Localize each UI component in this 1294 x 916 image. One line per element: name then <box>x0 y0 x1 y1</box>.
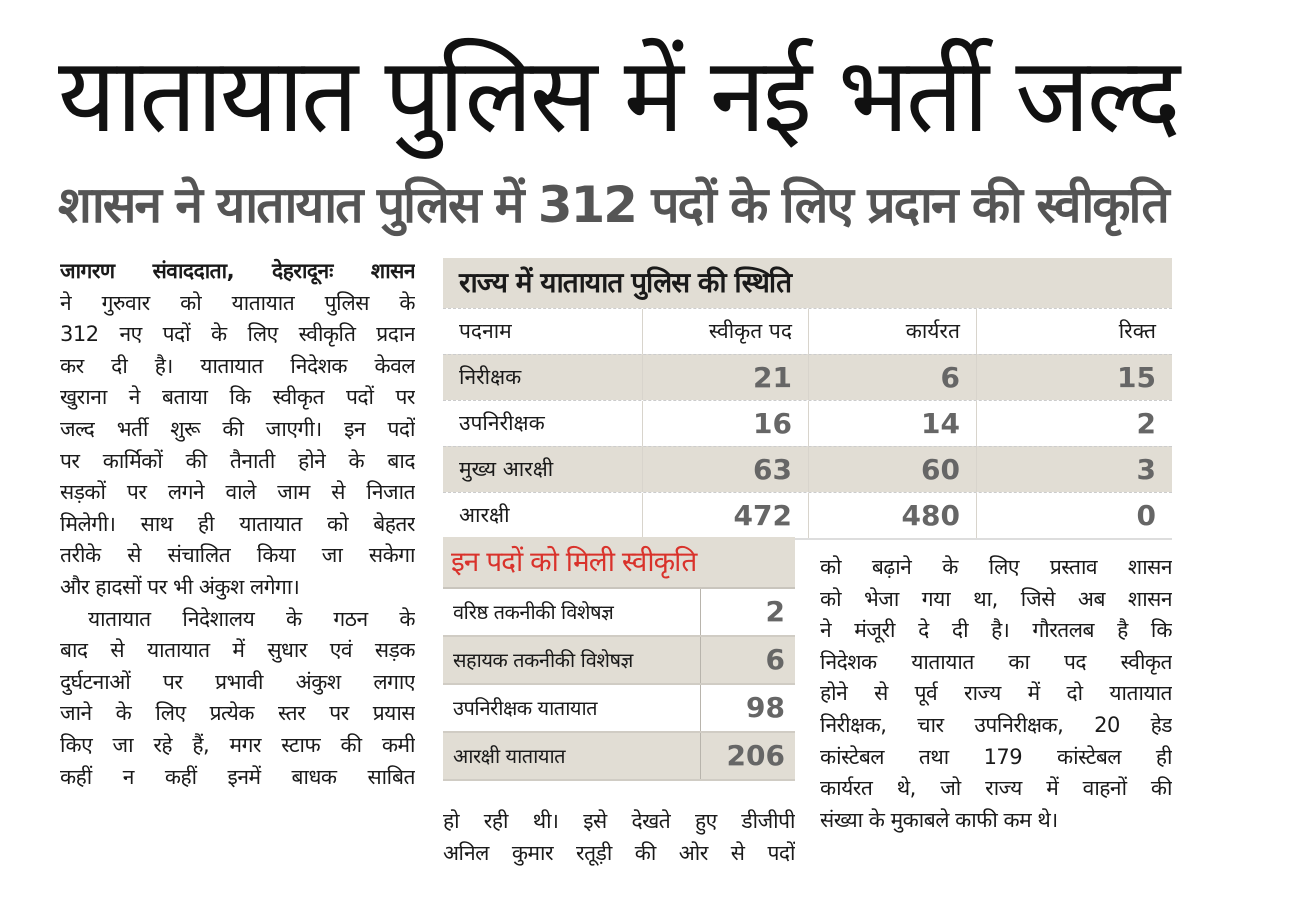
sanctioned-count: 63 <box>643 447 809 492</box>
text-line: बाद से यातायात में सुधार एवं सड़क <box>60 638 415 663</box>
text-line: कांस्टेबल तथा 179 कांस्टेबल ही <box>820 744 1172 769</box>
text-line: जागरण संवाददाता, देहरादूनः शासन <box>60 259 415 283</box>
headline: यातायात पुलिस में नई भर्ती जल्द <box>58 34 1178 156</box>
middle-column <box>443 806 795 869</box>
text-line: दुर्घटनाओं पर प्रभावी अंकुश लगाए <box>60 669 415 694</box>
table-row <box>443 637 795 685</box>
subheadline: शासन ने यातायात पुलिस में 312 पदों के लिए प्रदान की स्वीकृति <box>58 176 1168 234</box>
text-line: सड़कों पर लगने वाले जाम से निजात <box>60 480 415 505</box>
text-line: तरीके से संचालित किया जा सकेगा <box>60 543 415 568</box>
working-count: 480 <box>809 493 977 538</box>
post-name: मुख्य आरक्षी <box>443 447 643 492</box>
table-row <box>443 400 1172 446</box>
working-count: 14 <box>809 401 977 446</box>
table-row <box>443 354 1172 400</box>
text-line: निरीक्षक, चार उपनिरीक्षक, 20 हेड <box>820 712 1172 737</box>
vacant-count: 3 <box>1136 453 1156 486</box>
text-line: संख्या के मुकाबले काफी कम थे। <box>820 807 1058 832</box>
working-count: 60 <box>809 447 977 492</box>
table-row <box>443 446 1172 492</box>
text-line: जाने के लिए प्रत्येक स्तर पर प्रयास <box>60 701 415 726</box>
approved-count: 206 <box>726 739 785 772</box>
table-header-row <box>443 308 1172 354</box>
sanctioned-count: 16 <box>643 401 809 446</box>
column-header: रिक्त <box>1118 319 1156 343</box>
text-line: को बढ़ाने के लिए प्रस्ताव शासन <box>820 555 1172 579</box>
post-name: आरक्षी <box>443 493 643 538</box>
text-line: कार्यरत थे, जो राज्य में वाहनों की <box>820 776 1172 801</box>
column-header: कार्यरत <box>809 309 977 354</box>
text-line: यातायात निदेशालय के गठन के <box>88 606 415 631</box>
text-line: मिलेगी। साथ ही यातायात को बेहतर <box>60 511 415 536</box>
table-row <box>443 589 795 637</box>
text-line: को भेजा गया था, जिसे अब शासन <box>820 586 1172 611</box>
vacant-count: 2 <box>1136 407 1156 440</box>
text-line: कर दी है। यातायात निदेशक केवल <box>60 353 415 378</box>
approved-count: 98 <box>746 691 785 724</box>
text-line: 312 नए पदों के लिए स्वीकृति प्रदान <box>60 322 415 347</box>
post-name: सहायक तकनीकी विशेषज्ञ <box>443 637 701 683</box>
text-line: और हादसों पर भी अंकुश लगेगा। <box>60 574 300 599</box>
post-name: निरीक्षक <box>443 355 643 400</box>
approved-count: 2 <box>765 595 785 628</box>
table-title: राज्य में यातायात पुलिस की स्थिति <box>443 258 1172 308</box>
left-column <box>60 256 415 793</box>
table-row <box>443 733 795 781</box>
column-header: स्वीकृत पद <box>643 309 809 354</box>
text-line: अनिल कुमार रतूड़ी की ओर से पदों <box>443 840 795 865</box>
post-name: वरिष्ठ तकनीकी विशेषज्ञ <box>443 589 701 635</box>
working-count: 6 <box>809 355 977 400</box>
text-line: हो रही थी। इसे देखते हुए डीजीपी <box>443 809 795 833</box>
approved-count: 6 <box>765 643 785 676</box>
approved-posts-table <box>443 537 795 781</box>
post-name: उपनिरीक्षक <box>443 401 643 446</box>
text-line: ने गुरुवार को यातायात पुलिस के <box>60 290 415 315</box>
text-line: खुराना ने बताया कि स्वीकृत पदों पर <box>60 385 415 410</box>
post-name: उपनिरीक्षक यातायात <box>443 685 701 731</box>
text-line: कहीं न कहीं इनमें बाधक साबित <box>60 764 415 789</box>
text-line: जल्द भर्ती शुरू की जाएगी। इन पदों <box>60 416 415 441</box>
table-title: इन पदों को मिली स्वीकृति <box>443 537 795 589</box>
table-row <box>443 685 795 733</box>
text-line: ने मंजूरी दे दी है। गौरतलब है कि <box>820 618 1172 643</box>
post-name: आरक्षी यातायात <box>443 733 701 779</box>
text-line: पर कार्मिकों की तैनाती होने के बाद <box>60 448 415 473</box>
text-line: किए जा रहे हैं, मगर स्टाफ की कमी <box>60 732 415 757</box>
text-line: होने से पूर्व राज्य में दो यातायात <box>820 681 1172 706</box>
vacant-count: 0 <box>1136 499 1156 532</box>
sanctioned-count: 21 <box>643 355 809 400</box>
text-line: निदेशक यातायात का पद स्वीकृत <box>820 649 1172 674</box>
table-row <box>443 492 1172 540</box>
police-status-table <box>443 258 1172 540</box>
column-header: पदनाम <box>443 309 643 354</box>
right-column <box>820 552 1172 836</box>
vacant-count: 15 <box>1117 361 1156 394</box>
sanctioned-count: 472 <box>643 493 809 538</box>
